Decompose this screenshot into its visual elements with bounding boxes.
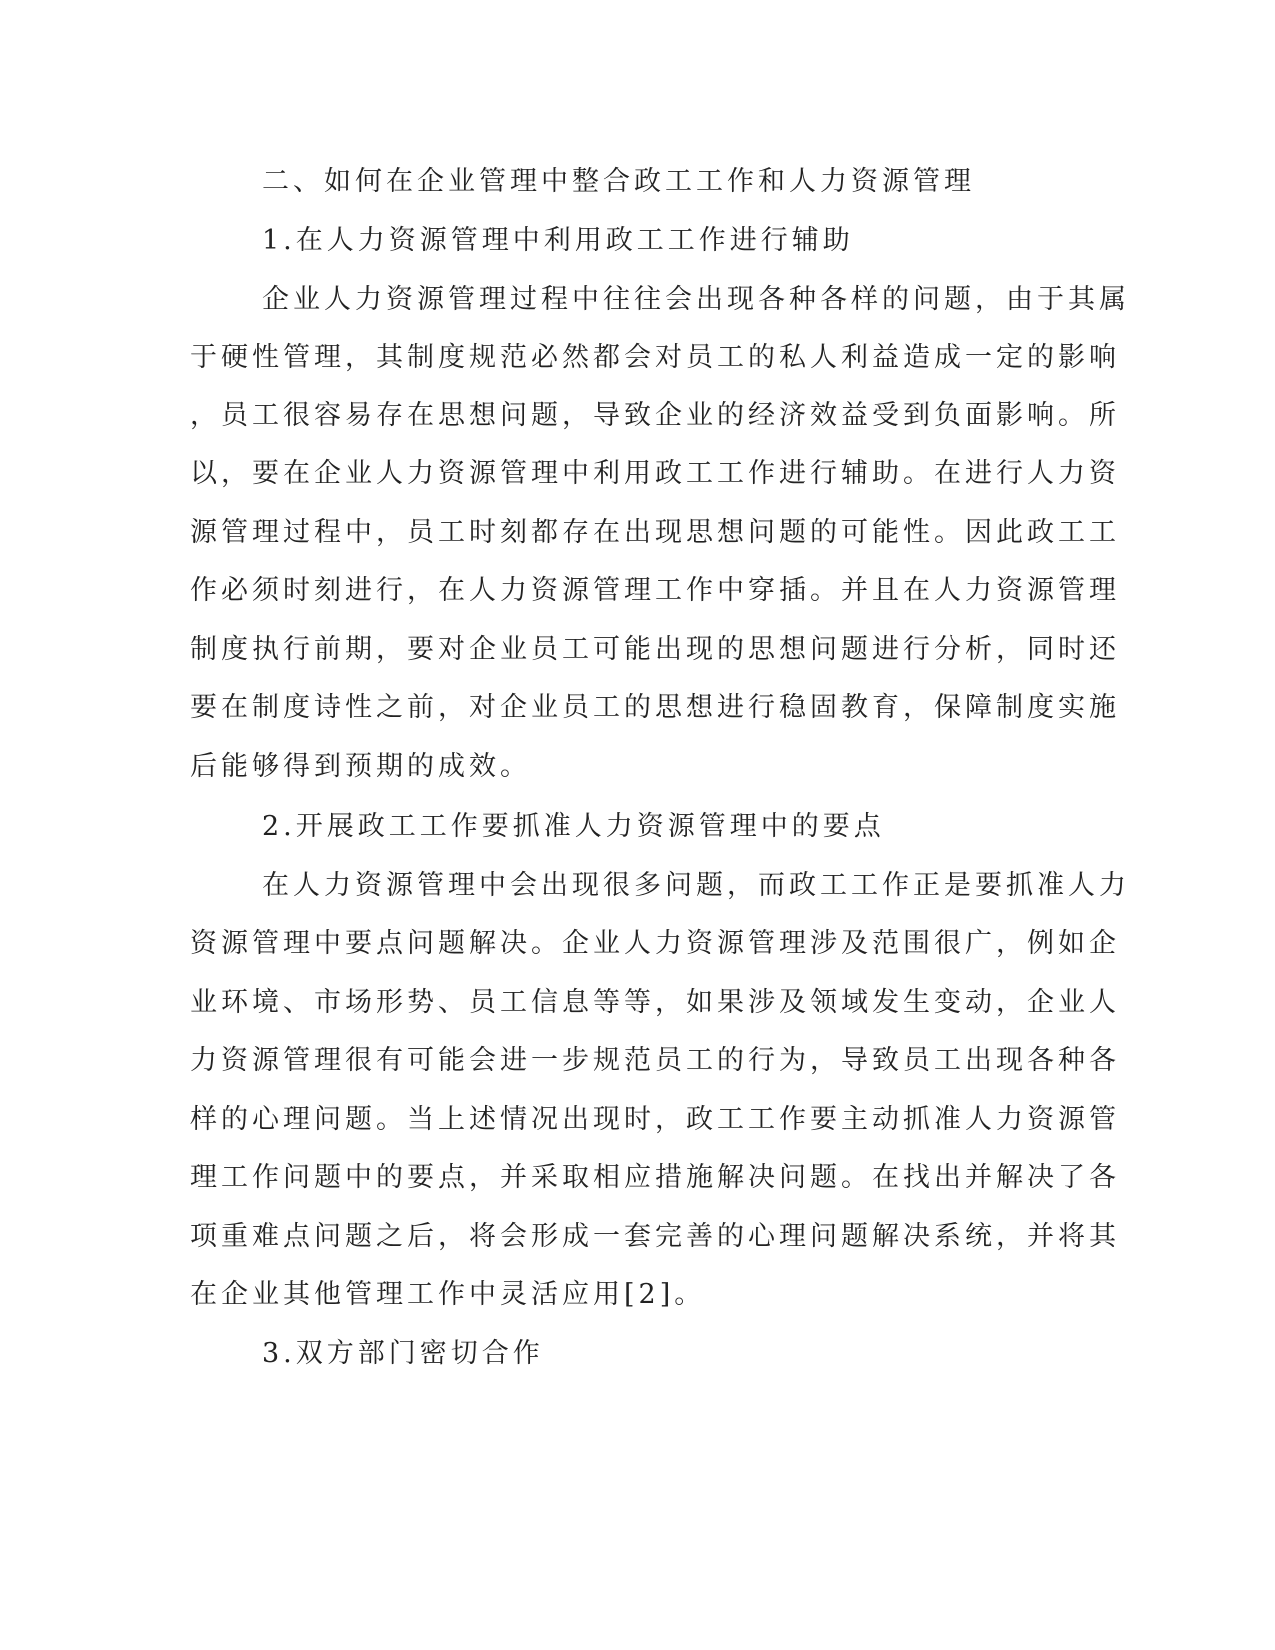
paragraph-1-line: 企业人力资源管理过程中往往会出现各种各样的问题，由于其属 xyxy=(262,284,1130,315)
paragraph-2-line: 资源管理中要点问题解决。企业人力资源管理涉及范围很广，例如企 xyxy=(190,928,1120,959)
paragraph-2-line: 项重难点问题之后，将会形成一套完善的心理问题解决系统，并将其 xyxy=(190,1221,1120,1252)
paragraph-1-line: 作必须时刻进行，在人力资源管理工作中穿插。并且在人力资源管理 xyxy=(190,575,1120,606)
paragraph-2-line: 理工作问题中的要点，并采取相应措施解决问题。在找出并解决了各 xyxy=(190,1162,1120,1193)
paragraph-1-line: 于硬性管理，其制度规范必然都会对员工的私人利益造成一定的影响 xyxy=(190,342,1120,373)
subsection-heading-3: 3.双方部门密切合作 xyxy=(262,1338,544,1369)
paragraph-1-line: 要在制度诗性之前，对企业员工的思想进行稳固教育，保障制度实施 xyxy=(190,692,1120,723)
paragraph-1-line: 后能够得到预期的成效。 xyxy=(190,751,531,782)
paragraph-2-line: 在人力资源管理中会出现很多问题，而政工工作正是要抓准人力 xyxy=(262,870,1130,901)
paragraph-2-line: 样的心理问题。当上述情况出现时，政工工作要主动抓准人力资源管 xyxy=(190,1104,1120,1135)
paragraph-2-line: 在企业其他管理工作中灵活应用[2]。 xyxy=(190,1279,706,1310)
subsection-heading-2: 2.开展政工工作要抓准人力资源管理中的要点 xyxy=(262,811,885,842)
paragraph-1-line: ，员工很容易存在思想问题，导致企业的经济效益受到负面影响。所 xyxy=(190,400,1120,431)
section-heading: 二、如何在企业管理中整合政工工作和人力资源管理 xyxy=(262,166,975,197)
paragraph-1-line: 制度执行前期，要对企业员工可能出现的思想问题进行分析，同时还 xyxy=(190,634,1120,665)
paragraph-2-line: 业环境、市场形势、员工信息等等，如果涉及领域发生变动，企业人 xyxy=(190,987,1120,1018)
paragraph-1-line: 源管理过程中，员工时刻都存在出现思想问题的可能性。因此政工工 xyxy=(190,517,1120,548)
paragraph-1-line: 以，要在企业人力资源管理中利用政工工作进行辅助。在进行人力资 xyxy=(190,458,1120,489)
paragraph-2-line: 力资源管理很有可能会进一步规范员工的行为，导致员工出现各种各 xyxy=(190,1045,1120,1076)
subsection-heading-1: 1.在人力资源管理中利用政工工作进行辅助 xyxy=(262,225,854,256)
